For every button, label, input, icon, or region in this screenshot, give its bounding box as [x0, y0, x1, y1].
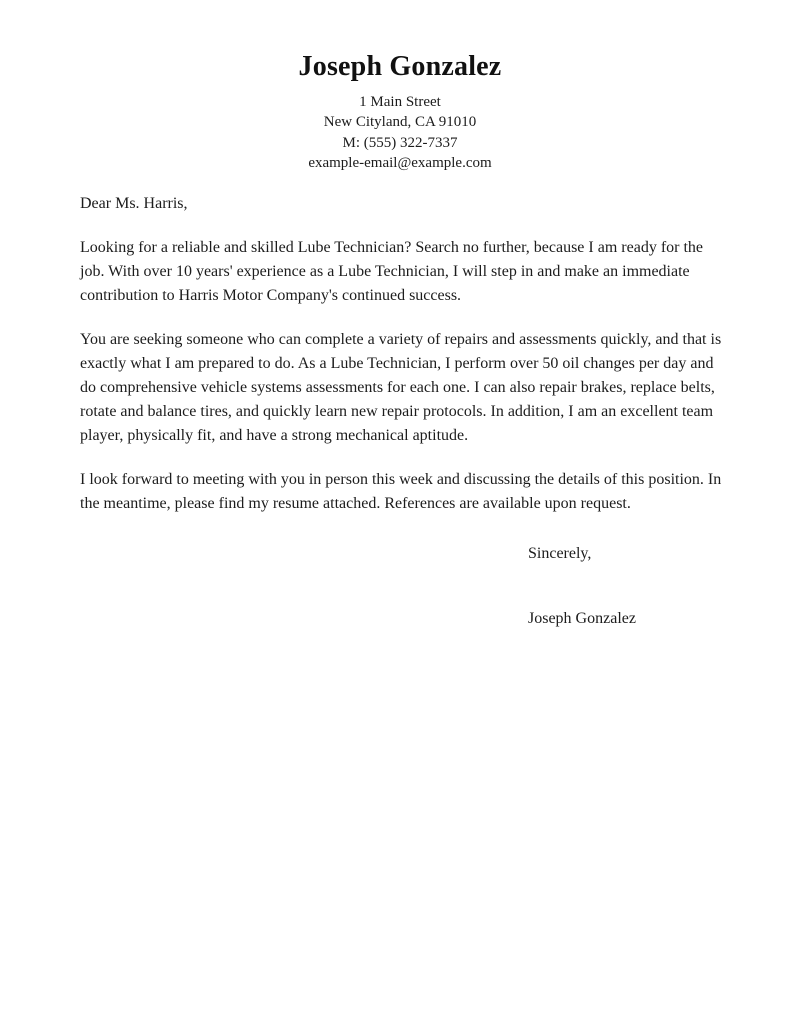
greeting: Dear Ms. Harris, — [80, 194, 188, 212]
valediction: Sincerely, — [528, 544, 592, 562]
letter-header — [0, 0, 800, 174]
address-city-state-zip: New Cityland, CA 91010 — [323, 114, 477, 131]
sender-name: Joseph Gonzalez — [298, 51, 502, 82]
email-address: example-email@example.com — [308, 155, 492, 172]
signature-name: Joseph Gonzalez — [528, 609, 636, 627]
address-street: 1 Main Street — [359, 93, 441, 110]
contact-block — [0, 92, 800, 174]
closing-block — [528, 542, 728, 631]
letter-body — [80, 192, 728, 631]
paragraph-qualifications: You are seeking someone who can complete a variety of repairs and assessments quickly, and that is exactly what I am prepared to do. As a Lube Technician, I perform over 50 oil changes per day and do comprehensive vehicle systems assessments for each one. I can also repair brakes, replace belts, rotate and balance tires, and quickly learn new repair protocols. In addition, I am an excellent team player, physically fit, and have a strong mechanical aptitude. — [80, 330, 722, 444]
phone-number: M: (555) 322-7337 — [342, 134, 458, 151]
paragraph-call-to-action: I look forward to meeting with you in person this week and discussing the details of this position. In the meantime, please find my resume attached. References are available upon request. — [80, 470, 722, 512]
paragraph-intro: Looking for a reliable and skilled Lube Technician? Search no further, because I am ready for the job. With over 10 years' experience as a Lube Technician, I will step in and make an immediate contribution to Harris Motor Company's continued success. — [80, 238, 704, 304]
